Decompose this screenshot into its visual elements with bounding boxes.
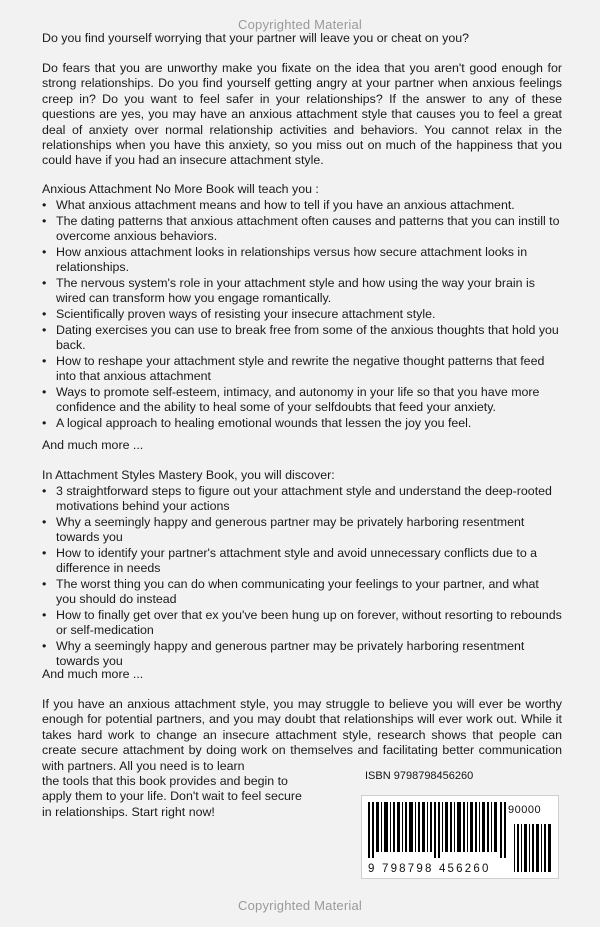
closing-paragraph: If you have an anxious attachment style, you may struggle to believe you will ever be worthy enough for potential partners, and you may doubt that relationships will ever work out. While it takes hard work to change an insecure attachment style, research shows that people can create secure attachment by doing work on themselves and facilitating better communication with partners. All you need is to learn [42, 697, 562, 773]
list-item: • 3 straightforward steps to figure out your attachment style and understand the deep-rooted motivations behind your actions [42, 484, 562, 514]
intro-question: Do you find yourself worrying that your partner will leave you or cheat on you? [42, 31, 470, 45]
list-item: • Why a seemingly happy and generous partner may be privately harboring resentment towards you [42, 639, 562, 669]
list-item: • Why a seemingly happy and generous partner may be privately harboring resentment towards you [42, 515, 562, 545]
section1-more: And much more ... [42, 438, 144, 452]
list-item: • How to reshape your attachment style and rewrite the negative thought patterns that feed into that anxious attachment [42, 354, 562, 384]
watermark-top: Copyrighted Material [238, 17, 362, 32]
list-item: • The dating patterns that anxious attachment often causes and patterns that you can instill to overcome anxious behaviors. [42, 214, 562, 244]
list-item: • Scientifically proven ways of resisting your insecure attachment style. [42, 307, 562, 322]
list-item: • The nervous system's role in your attachment style and how using the way your brain is wired can transform how you engage romantically. [42, 276, 562, 306]
isbn-label: ISBN 9798798456260 [365, 770, 474, 782]
section2-heading: In Attachment Styles Mastery Book, you will discover: [42, 468, 335, 482]
list-item: • The worst thing you can do when communicating your feelings to your partner, and what you should do instead [42, 577, 562, 607]
list-item: • A logical approach to healing emotional wounds that lessen the joy you feel. [42, 416, 562, 431]
section2-list [42, 484, 562, 670]
section2-more: And much more ... [42, 667, 144, 681]
addon-price-code: 90000 [508, 804, 542, 816]
section1-list [42, 198, 562, 431]
ean-barcode-bars [368, 802, 508, 858]
list-item: • What anxious attachment means and how to tell if you have an anxious attachment. [42, 198, 562, 213]
list-item: • Ways to promote self-esteem, intimacy, and autonomy in your life so that you have more confidence and the ability to heal some of your selfdoubts that feed your anxiety. [42, 385, 562, 415]
list-item: • Dating exercises you can use to break free from some of the anxious thoughts that hold you back. [42, 323, 562, 353]
list-item: • How anxious attachment looks in relationships versus how secure attachment looks in relationships. [42, 245, 562, 275]
list-item: • How to finally get over that ex you've been hung up on forever, without resorting to rebounds or self-medication [42, 608, 562, 638]
intro-paragraph: Do fears that you are unworthy make you fixate on the idea that you aren't good enough for strong relationships. Do you find yourself getting angry at your partner when anxious feelings creep in? Do you want to feel safer in your relationships? If the answer to any of these questions are yes, you may have an anxious attachment style that causes you to feel a great deal of anxiety over normal relationship activities and behaviors. You cannot relax in the relationships when you have this anxiety, so you miss out on much of the happiness that you could have if you had an insecure attachment style. [42, 61, 562, 168]
closing-paragraph-end: the tools that this book provides and begin to apply them to your life. Don't wait to feel secure in relationships. Start right now! [42, 774, 302, 819]
section1-heading: Anxious Attachment No More Book will teach you : [42, 182, 319, 196]
list-item: • How to identify your partner's attachment style and avoid unnecessary conflicts due to a difference in needs [42, 546, 562, 576]
ean-digits: 9 798798 456260 [368, 863, 491, 875]
watermark-bottom: Copyrighted Material [238, 898, 362, 913]
